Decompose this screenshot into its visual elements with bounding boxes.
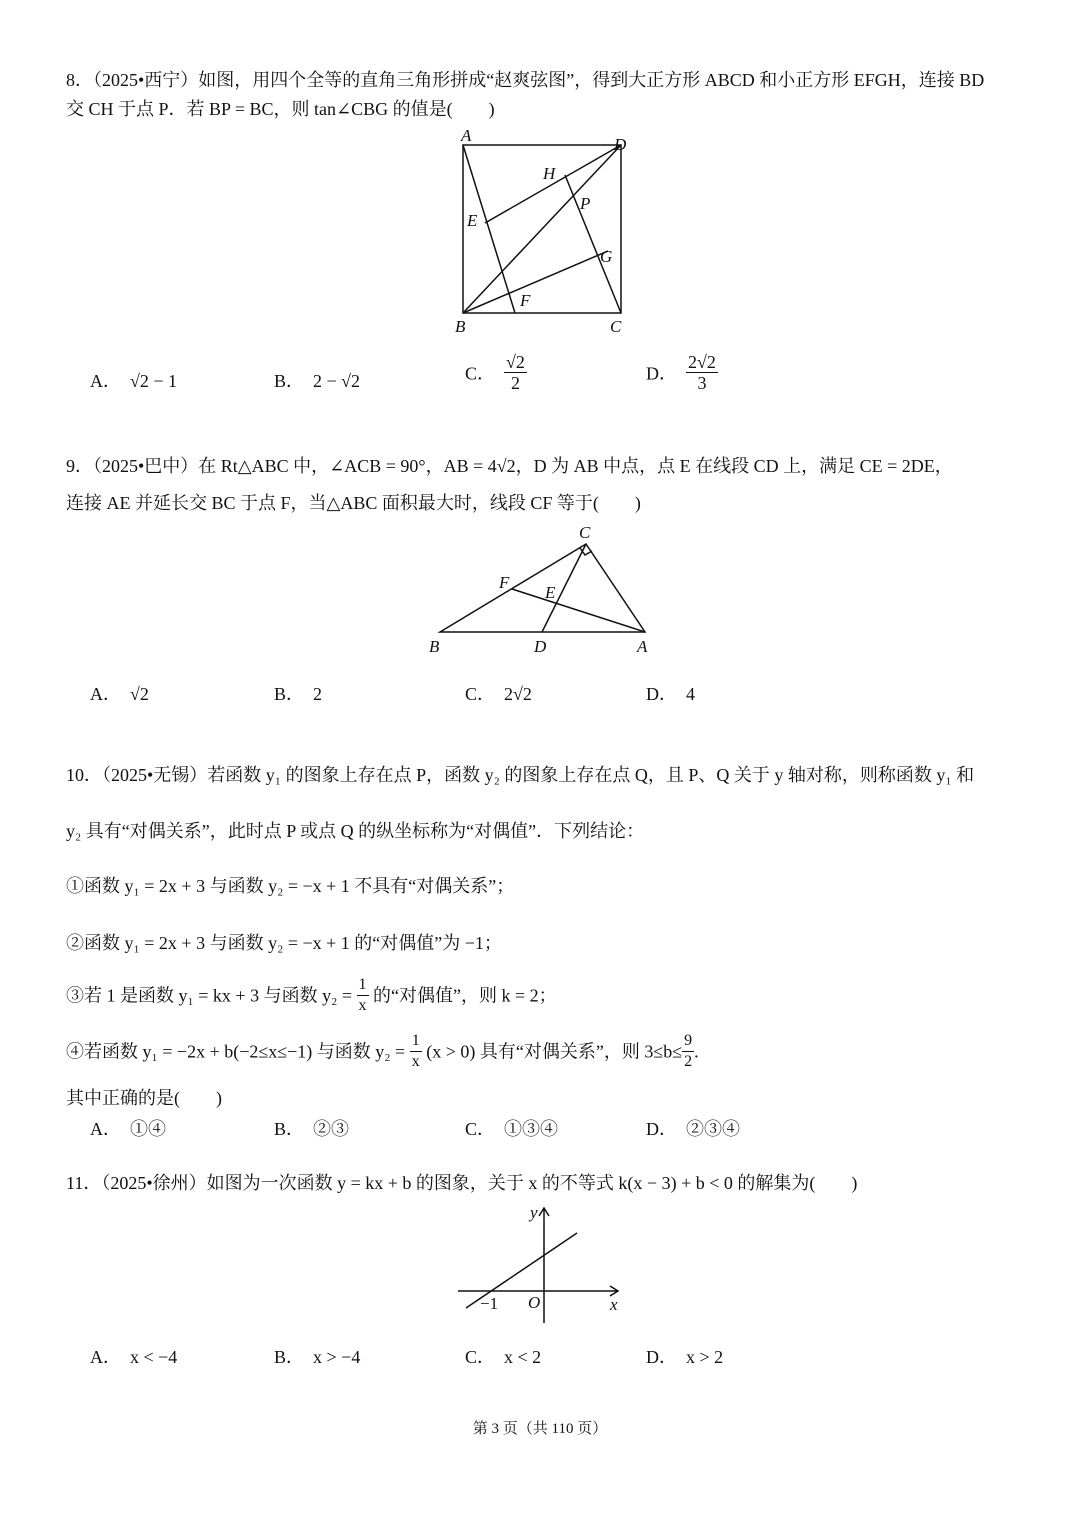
q8-option-c-den: 2 bbox=[510, 373, 520, 393]
q9-line-af bbox=[512, 589, 645, 632]
q8-line-d bbox=[485, 145, 621, 223]
q8-diagonal-bd bbox=[463, 145, 621, 313]
q8-option-c-num: √2 bbox=[506, 352, 525, 372]
q8-label-b: B bbox=[455, 317, 466, 336]
page-footer: 第 3 页（共 110 页） bbox=[472, 1421, 608, 1437]
q10-statement-4: ④若函数 y₁ = −2x + b(−2≤x≤−1) 与函数 y₂ = $\frac{1}{x}$ (x > 0) 具有“对偶关系”，则 3≤b≤ $\frac{9}{2}$ . bbox=[66, 1032, 699, 1070]
q10-option-d-value: ②③④ bbox=[686, 1119, 740, 1139]
q8-label-e: E bbox=[467, 211, 478, 230]
q8-figure bbox=[440, 128, 650, 343]
q11-option-d-value: x > 2 bbox=[686, 1347, 724, 1367]
q10-s4-frac-den: x bbox=[411, 1053, 420, 1070]
q8-label-d: D bbox=[614, 135, 627, 154]
q11-label-origin: O bbox=[528, 1293, 541, 1312]
q9-stem-line2: 连接 AE 并延长交 BC 于点 F，当△ABC 面积最大时，线段 CF 等于( ) bbox=[66, 493, 641, 513]
q10-option-b[interactable]: B． ②③ bbox=[274, 1119, 350, 1139]
q10-s3-frac-den: x bbox=[358, 997, 367, 1014]
q10-s4-frac-num: 1 bbox=[410, 1031, 422, 1052]
q9-figure bbox=[420, 518, 670, 660]
q8-stem-line1: 8．（2025•西宁）如图，用四个全等的直角三角形拼成“赵爽弦图”，得到大正方形 ABCD 和小正方形 EFGH，连接 BD bbox=[66, 70, 985, 90]
q11-option-b[interactable]: B． x > −4 bbox=[274, 1347, 361, 1367]
q11-label-neg1: −1 bbox=[480, 1294, 499, 1313]
q11-figure bbox=[450, 1198, 630, 1328]
q9-option-b[interactable]: B． 2 bbox=[274, 684, 323, 704]
q8-option-c[interactable]: C． $\frac{√2}{2}$ bbox=[465, 352, 525, 393]
q10-stem-line2: y₂ 具有“对偶关系”，此时点 P 或点 Q 的纵坐标称为“对偶值”．下列结论： bbox=[66, 821, 645, 841]
q10-option-c[interactable]: C． ①③④ bbox=[465, 1119, 559, 1139]
q8-option-b[interactable]: B． 2 − √2 bbox=[274, 371, 361, 391]
q8-option-b-value: 2 − √2 bbox=[313, 371, 361, 391]
q9-label-a: A bbox=[637, 637, 648, 656]
q10-s4-frac2-den: 2 bbox=[684, 1053, 693, 1070]
q8-line-b bbox=[463, 251, 608, 313]
q9-option-c-value: 2√2 bbox=[504, 684, 532, 704]
q11-label-y: y bbox=[530, 1203, 538, 1222]
q9-label-d: D bbox=[534, 637, 547, 656]
q8-label-c: C bbox=[610, 317, 622, 336]
q11-option-b-value: x > −4 bbox=[313, 1347, 361, 1367]
q8-stem-line2: 交 CH 于点 P．若 BP = BC，则 tan∠CBG 的值是( ) bbox=[66, 99, 495, 119]
q11-stem-line1: 11．（2025•徐州）如图为一次函数 y = kx + b 的图象，关于 x 的不等式 k(x − 3) + b < 0 的解集为( ) bbox=[66, 1173, 858, 1193]
q11-option-a[interactable]: A． x < −4 bbox=[90, 1347, 178, 1367]
q10-option-b-value: ②③ bbox=[313, 1119, 350, 1139]
q10-stem-line1: 10．（2025•无锡）若函数 y₁ 的图象上存在点 P，函数 y₂ 的图象上存在点 Q，且 P、Q 关于 y 轴对称，则称函数 y₁ 和 bbox=[66, 765, 975, 785]
q8-label-a: A bbox=[461, 128, 472, 145]
q9-option-c[interactable]: C． 2√2 bbox=[465, 684, 532, 704]
q9-label-f: F bbox=[499, 573, 510, 592]
q10-statement-1: ①函数 y₁ = 2x + 3 与函数 y₂ = −x + 1 不具有“对偶关系”； bbox=[66, 876, 515, 896]
q9-label-e: E bbox=[545, 583, 556, 602]
q10-ask: 其中正确的是( ) bbox=[66, 1088, 222, 1108]
q11-option-c-value: x < 2 bbox=[504, 1347, 542, 1367]
q11-option-a-value: x < −4 bbox=[130, 1347, 178, 1367]
q9-label-b: B bbox=[429, 637, 440, 656]
q8-option-a[interactable]: A． √2 − 1 bbox=[90, 371, 178, 391]
q10-statement-3: ③若 1 是函数 y₁ = kx + 3 与函数 y₂ = $\frac{1}{x}$ 的“对偶值”，则 k = 2； bbox=[66, 976, 557, 1014]
q10-option-a[interactable]: A． ①④ bbox=[90, 1119, 166, 1139]
q9-label-c: C bbox=[579, 523, 591, 542]
q8-label-h: H bbox=[543, 164, 556, 183]
q9-option-a[interactable]: A． √2 bbox=[90, 684, 149, 704]
q8-option-d-den: 3 bbox=[697, 373, 707, 393]
q10-option-c-value: ①③④ bbox=[504, 1119, 559, 1139]
q8-option-d[interactable]: D． $\frac{2√2}{3}$ bbox=[646, 352, 716, 393]
q10-statement-2: ②函数 y₁ = 2x + 3 与函数 y₂ = −x + 1 的“对偶值”为 −1； bbox=[66, 933, 502, 953]
q11-label-x: x bbox=[610, 1295, 618, 1314]
q8-label-f: F bbox=[520, 291, 531, 310]
q9-option-d-value: 4 bbox=[686, 684, 695, 704]
q9-stem-line1: 9．（2025•巴中）在 Rt△ABC 中，∠ACB = 90°，AB = 4√2，D 为 AB 中点，点 E 在线段 CD 上，满足 CE = 2DE， bbox=[66, 456, 953, 476]
q10-s3-frac-num: 1 bbox=[357, 975, 369, 996]
q10-option-d[interactable]: D． ②③④ bbox=[646, 1119, 740, 1139]
q11-option-c[interactable]: C． x < 2 bbox=[465, 1347, 542, 1367]
q9-option-b-value: 2 bbox=[313, 684, 323, 704]
q11-option-d[interactable]: D． x > 2 bbox=[646, 1347, 724, 1367]
q8-label-p: P bbox=[580, 194, 591, 213]
q9-option-a-value: √2 bbox=[130, 684, 149, 704]
q9-triangle-abc bbox=[440, 544, 645, 632]
q10-option-a-value: ①④ bbox=[130, 1119, 166, 1139]
q10-s4-frac2-num: 9 bbox=[682, 1031, 694, 1052]
q8-option-d-num: 2√2 bbox=[688, 352, 716, 372]
q8-option-a-value: √2 − 1 bbox=[130, 371, 178, 391]
q9-option-d[interactable]: D． 4 bbox=[646, 684, 695, 704]
q8-label-g: G bbox=[600, 247, 613, 266]
